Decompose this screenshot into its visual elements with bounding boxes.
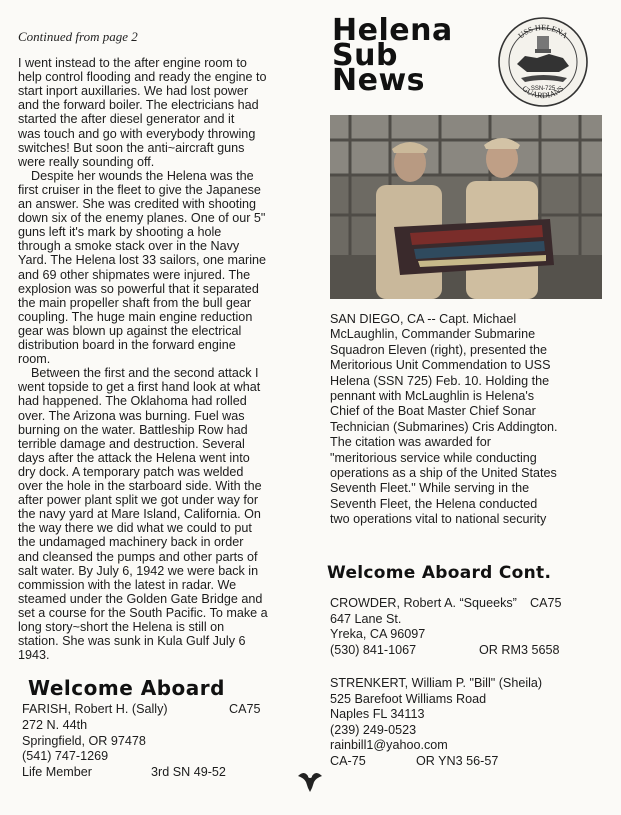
- member-line: Yreka, CA 96097: [330, 627, 426, 642]
- member-line: CA-75: [330, 754, 366, 768]
- article-line: over the hole in the starboard side. With the: [18, 479, 262, 493]
- caption-line: Technician (Submarines) Cris Addington.: [330, 419, 558, 434]
- article-line: were really sounding off.: [18, 154, 155, 169]
- article-line: down six of the enemy planes. One of our 5": [18, 211, 266, 226]
- masthead-word: News: [332, 63, 426, 98]
- article-line: an answer. She was credited with shooting: [18, 197, 257, 211]
- member-line: 272 N. 44th: [22, 717, 88, 732]
- member-line: (239) 249-0523: [330, 722, 417, 737]
- article-line: had happened. The Oklahoma had rolled: [18, 394, 247, 409]
- article-body: [0, 0, 310, 663]
- member-line: (530) 841-1067: [330, 642, 417, 657]
- article-line: dry dock. A temporary patch was welded: [18, 464, 244, 479]
- caption-line: Seventh Fleet, the Helena conducted: [330, 496, 538, 511]
- member-line: 525 Barefoot Williams Road: [330, 691, 487, 706]
- article-line: and the forward boiler. The electricians had: [18, 98, 259, 113]
- article-line: over. The Arizona was burning. Fuel was: [18, 408, 245, 423]
- article-line: through a smoke stack over in the Navy: [18, 239, 240, 254]
- member-line-detail: CA75: [229, 702, 261, 716]
- member-line: FARISH, Robert H. (Sally): [22, 702, 168, 716]
- article-line: explosion was so powerful that it separated: [18, 281, 259, 296]
- article-line: was touch and go with everybody throwing: [18, 126, 256, 141]
- article-line: commission with the latest in radar. We: [18, 577, 237, 592]
- member-line-detail: OR RM3 5658: [479, 642, 560, 657]
- masthead-title: [332, 13, 453, 98]
- article-line: coupling. The huge main engine reduction: [18, 309, 253, 324]
- caption-line: Seventh Fleet." While serving in the: [330, 481, 530, 496]
- article-line: burning on the water. Battleship Row had: [18, 422, 248, 437]
- member-line: STRENKERT, William P. "Bill" (Sheila): [330, 676, 543, 690]
- article-line: and 69 other shipmates were injured. The: [18, 267, 251, 282]
- masthead-word: Sub: [332, 38, 398, 73]
- article-line: salt water. By July 6, 1942 we were back in: [18, 563, 259, 578]
- member-line-detail: 3rd SN 49-52: [151, 765, 226, 780]
- article-line: 1943.: [18, 648, 50, 663]
- member-line: CROWDER, Robert A. “Squeeks”: [330, 596, 517, 610]
- eagle-icon: [296, 766, 324, 794]
- member-line-detail: CA75: [530, 596, 562, 610]
- article-line: terrible damage and destruction. Several: [18, 436, 245, 451]
- uss-helena-guardians-logo: [497, 16, 589, 108]
- article-line: switches! But soon the anti~aircraft guns: [18, 140, 245, 155]
- caption-line: Squadron Eleven (right), presented the: [330, 342, 548, 357]
- continued-from-label: Continued from page 2: [18, 29, 138, 44]
- article-line: long story~short the Helena is still on: [18, 620, 225, 634]
- caption-line: Chief of the Boat Master Chief Sonar: [330, 404, 536, 419]
- article-line: gear was blown up against the electrical: [18, 323, 242, 338]
- masthead-word: Helena: [332, 13, 453, 48]
- member-line-detail: OR YN3 56-57: [416, 754, 499, 768]
- article-line: help control flooding and ready the engine to: [18, 70, 267, 85]
- caption-line: Helena (SSN 725) Feb. 10. Holding the: [330, 373, 550, 388]
- article-line: started the after diesel generator and it: [18, 112, 235, 127]
- article-line: after power plant split we got under way for: [18, 493, 259, 508]
- caption-line: McLaughlin, Commander Submarine: [330, 327, 536, 342]
- caption-line: "meritorious service while conducting: [330, 450, 537, 465]
- article-line: guns left it's mark by shooting a hole: [18, 225, 222, 240]
- caption-line: Meritorious Unit Commendation to USS: [330, 358, 551, 373]
- welcome-aboard-heading: Welcome Aboard: [28, 676, 225, 700]
- member-line: (541) 747-1269: [22, 749, 109, 764]
- article-line: Between the first and the second attack I: [31, 366, 259, 381]
- article-line: room.: [18, 352, 51, 367]
- article-line: Yard. The Helena lost 33 sailors, one marine: [18, 253, 267, 268]
- caption-line: two operations vital to national security: [330, 512, 547, 527]
- logo-top-text: USS HELENA: [516, 22, 570, 41]
- article-line: I went instead to the after engine room to: [18, 56, 247, 70]
- member-line: Springfield, OR 97478: [22, 733, 146, 748]
- article-line: set a course for the South Pacific. To make a: [18, 605, 268, 620]
- logo-hull-text: SSN-725: [530, 86, 556, 92]
- left-column: [0, 0, 310, 815]
- member-line: rainbill1@yahoo.com: [330, 738, 448, 753]
- article-line: start inport auxillaries. We had lost power: [18, 84, 249, 99]
- welcome-aboard-cont-heading: Welcome Aboard Cont.: [327, 563, 552, 583]
- article-line: station. She was sunk in Kula Gulf July 6: [18, 634, 246, 649]
- logo-bottom-text: GUARDIANS: [520, 83, 566, 101]
- article-line: went topside to get a first hand look at what: [18, 380, 261, 395]
- article-line: days after the attack the Helena went into: [18, 450, 250, 465]
- caption-line: SAN DIEGO, CA -- Capt. Michael: [330, 312, 517, 326]
- article-line: the way there we did what we could to put: [18, 521, 252, 536]
- member-line: Life Member: [22, 765, 92, 780]
- article-line: the undamaged machinery back in order: [18, 535, 244, 550]
- caption-line: The citation was awarded for: [330, 435, 492, 450]
- article-line: distribution board in the forward engine: [18, 338, 236, 352]
- member-line: Naples FL 34113: [330, 707, 425, 722]
- member-line: 647 Lane St.: [330, 611, 402, 626]
- article-line: the navy yard at Mare Island, California. On: [18, 507, 261, 522]
- article-line: steamed under the Golden Gate Bridge and: [18, 591, 263, 606]
- article-line: Despite her wounds the Helena was the: [31, 168, 254, 183]
- caption-line: operations as a ship of the United States: [330, 466, 557, 480]
- article-line: first cruiser in the fleet to give the Japanese: [18, 182, 261, 197]
- article-line: and cleansed the pumps and other parts of: [18, 549, 258, 564]
- caption-line: pennant with McLaughlin is Helena's: [330, 389, 535, 403]
- article-line: the main propeller shaft from the bull gear: [18, 295, 252, 310]
- ceremony-photo: [330, 115, 602, 299]
